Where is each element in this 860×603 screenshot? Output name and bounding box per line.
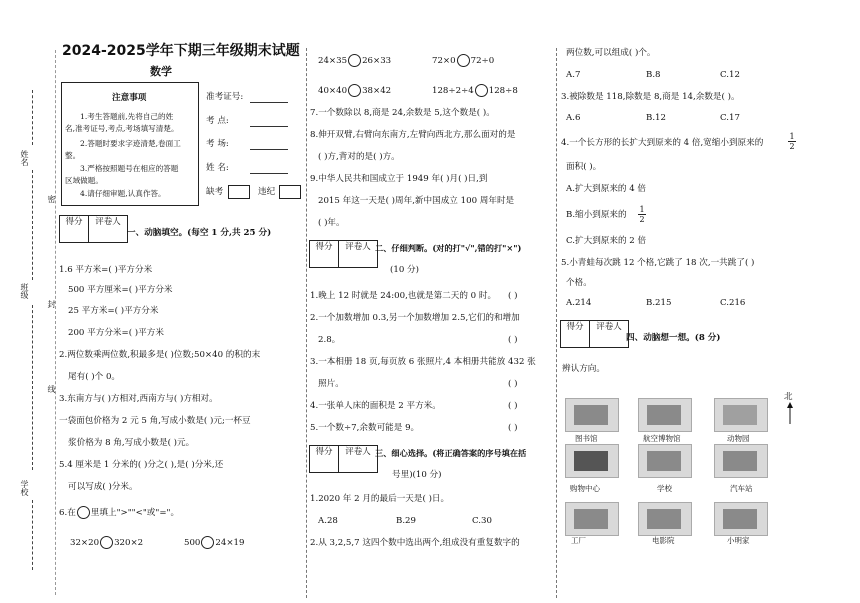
- compare-circle[interactable]: [201, 536, 214, 549]
- exam-room-field[interactable]: [250, 149, 288, 150]
- grader-label: 评卷人: [345, 242, 371, 252]
- question-line: 8.伸开双臂,右臂向东南方,左臂向西北方,那么面对的是: [310, 130, 516, 140]
- choice-question: 1.2020 年 2 月的最后一天是( )日。: [310, 494, 450, 504]
- column-divider: [556, 48, 557, 598]
- place-label: 购物中心: [570, 484, 600, 493]
- question-line: ( )年。: [318, 218, 345, 228]
- choice-option[interactable]: C.12: [720, 70, 740, 80]
- place-label: 动物园: [727, 434, 750, 443]
- notice-item: 名,准考证号,考点,考场填写清楚。: [65, 124, 179, 133]
- place-label: 学校: [657, 484, 672, 493]
- compare-right: 72÷0: [470, 56, 495, 66]
- question-line: 面积( )。: [566, 162, 602, 172]
- judge-line: 4.一张单人床的面积是 2 平方米。: [310, 401, 441, 411]
- compare-left: 72×0: [432, 56, 456, 66]
- student-name-label: 姓 名:: [206, 163, 229, 173]
- question-line: [59, 506, 179, 519]
- question-line: 可以写成( )分米。: [68, 482, 138, 492]
- compare-circle[interactable]: [77, 506, 90, 519]
- school-image: [638, 444, 692, 478]
- compare-right: 38×42: [362, 86, 392, 96]
- section3-title: 三、细心选择。(将正确答案的序号填在括: [375, 448, 527, 458]
- question-line: ( )方,背对的是( )方。: [318, 152, 400, 162]
- violation-box[interactable]: [279, 185, 301, 199]
- question-line: 两位数,可以组成( )个。: [566, 48, 656, 58]
- binding-line-4: [32, 500, 33, 570]
- side-label-school: 学校: [20, 480, 29, 496]
- xiaoming-home-image: [714, 502, 768, 536]
- seal-line: [55, 50, 56, 595]
- score-label: 得分: [310, 241, 339, 267]
- violation-label: 违纪: [258, 187, 276, 197]
- q6-prefix: 6.在: [59, 508, 76, 518]
- compare-row: [432, 84, 518, 97]
- place-label: 航空博物馆: [643, 434, 681, 443]
- grader-label: 评卷人: [596, 322, 622, 332]
- choice-option[interactable]: A.214: [566, 298, 592, 308]
- side-label-mi: 密: [47, 195, 56, 203]
- exam-room-label: 考 场:: [206, 139, 229, 149]
- compare-right: 128÷8: [488, 86, 518, 96]
- notice-title: 注意事项: [112, 93, 147, 103]
- choice-question: 2.从 3,2,5,7 这四个数中选出两个,组成没有重复数字的: [310, 538, 520, 548]
- judge-line: 2.一个加数增加 0.3,另一个加数增加 2.5,它们的和增加: [310, 313, 520, 323]
- side-label-feng: 封: [47, 300, 56, 308]
- fraction-numerator: 1: [789, 132, 795, 141]
- section1-title: 一、动脑填空。(每空 1 分,共 25 分): [127, 228, 272, 238]
- section1-score-box: [59, 215, 128, 243]
- zoo-image: [714, 398, 768, 432]
- compare-right: 26×33: [362, 56, 392, 66]
- notice-item: 3.严格按照题号在相应的答题: [80, 164, 179, 173]
- judge-line: 3.一本相册 18 页,每页放 6 张照片,4 本相册共能放 432 张: [310, 357, 536, 367]
- compare-row: [184, 536, 244, 549]
- question-line: 一袋面包价格为 2 元 5 角,写成小数是( )元;一杯豆: [59, 416, 251, 426]
- exam-site-label: 考 点:: [206, 116, 229, 126]
- fraction-half: [788, 132, 796, 151]
- library-image: [565, 398, 619, 432]
- grader-label: 评卷人: [95, 217, 121, 227]
- choice-option[interactable]: A.7: [566, 70, 581, 80]
- direction-prompt: 辨认方向。: [562, 364, 605, 374]
- aviation-museum-image: [638, 398, 692, 432]
- choice-question: 3.被除数是 118,除数是 8,商是 14,余数是( )。: [561, 92, 740, 102]
- question-line: 2015 年这一天是( )周年,新中国成立 100 周年时是: [318, 196, 515, 206]
- choice-option[interactable]: A.扩大到原来的 4 倍: [566, 184, 647, 194]
- section4-score-box: [560, 320, 629, 348]
- notice-item: 2.答题时要求字迹清楚,卷面工: [80, 139, 181, 148]
- question-line: 200 平方分米=( )平方米: [68, 328, 164, 338]
- absent-box[interactable]: [228, 185, 250, 199]
- notice-item: 区域做题。: [65, 176, 103, 185]
- binding-line-2: [32, 170, 33, 280]
- compare-right: 24×19: [215, 538, 245, 548]
- fraction-numerator: 1: [639, 205, 645, 214]
- score-label: 得分: [60, 216, 89, 242]
- student-name-field[interactable]: [250, 173, 288, 174]
- cinema-image: [638, 502, 692, 536]
- compare-left: 32×20: [70, 538, 100, 548]
- choice-option[interactable]: B.缩小到原来的: [566, 210, 627, 220]
- place-label: 图书馆: [575, 434, 598, 443]
- choice-option[interactable]: B.29: [396, 516, 416, 526]
- judge-paren[interactable]: ( ): [508, 379, 518, 389]
- q6-suffix: 里填上">""<"或"="。: [90, 508, 180, 518]
- section3-score-box: [309, 445, 378, 473]
- judge-paren[interactable]: ( ): [508, 401, 518, 411]
- question-line: 1.6 平方米=( )平方分米: [59, 265, 153, 275]
- subject: 数学: [150, 65, 172, 78]
- exam-id-label: 准考证号:: [206, 92, 244, 102]
- compare-row: [318, 84, 391, 97]
- score-label: 得分: [310, 446, 339, 472]
- place-label: 工厂: [571, 536, 586, 545]
- judge-paren[interactable]: ( ): [508, 335, 518, 345]
- section4-title: 四、动脑想一想。(8 分): [626, 333, 721, 343]
- question-line: 7.一个数除以 8,商是 24,余数是 5,这个数是( )。: [310, 108, 495, 118]
- exam-site-field[interactable]: [250, 126, 288, 127]
- choice-question: 4.一个长方形的长扩大到原来的 4 倍,宽缩小到原来的: [561, 138, 764, 148]
- exam-title: 2024-2025学年下期三年级期末试题: [62, 43, 300, 59]
- question-line: 3.东南方与( )方相对,西南方与( )方相对。: [59, 394, 218, 404]
- choice-option[interactable]: C.216: [720, 298, 746, 308]
- notice-item: 1.考生答题前,先将自己的姓: [80, 112, 174, 121]
- shopping-center-image: [565, 444, 619, 478]
- side-label-class: 班级: [20, 283, 29, 299]
- north-label: 北: [784, 392, 793, 402]
- question-line: 尾有( )个 0。: [68, 372, 121, 382]
- compare-left: 40×40: [318, 86, 348, 96]
- bus-station-image: [714, 444, 768, 478]
- compare-circle[interactable]: [348, 54, 361, 67]
- choice-option[interactable]: C.30: [472, 516, 492, 526]
- grader-label: 评卷人: [345, 447, 371, 457]
- question-line: 个格。: [566, 278, 592, 288]
- compare-row: [70, 536, 143, 549]
- north-arrow-icon: [787, 402, 793, 428]
- section2-points: (10 分): [390, 265, 419, 275]
- compare-left: 128÷2÷4: [432, 86, 474, 96]
- factory-image: [565, 502, 619, 536]
- side-label-xian: 线: [47, 385, 56, 393]
- compare-circle[interactable]: [475, 84, 488, 97]
- binding-line-3: [32, 305, 33, 470]
- binding-line-1: [32, 90, 33, 145]
- notice-item: 4.请仔细审题,认真作答。: [80, 189, 166, 198]
- compare-circle[interactable]: [348, 84, 361, 97]
- judge-line: 5.一个数÷7,余数可能是 9。: [310, 423, 420, 433]
- section2-title: 二、仔细判断。(对的打"√",错的打"×"): [375, 243, 522, 253]
- judge-line: 1.晚上 12 时就是 24:00,也就是第二天的 0 时。: [310, 291, 497, 301]
- choice-option[interactable]: A.28: [318, 516, 338, 526]
- choice-option[interactable]: B.8: [646, 70, 661, 80]
- fraction-denominator: 2: [639, 215, 645, 224]
- judge-line: 2.8。: [318, 335, 341, 345]
- choice-option[interactable]: B.215: [646, 298, 672, 308]
- choice-question: 5.小青蛙每次跳 12 个格,它跳了 18 次,一共跳了( ): [561, 258, 755, 268]
- question-line: 2.两位数乘两位数,积最多是( )位数;50×40 的积的末: [59, 350, 261, 360]
- place-label: 汽车站: [730, 484, 753, 493]
- question-line: 9.中华人民共和国成立于 1949 年( )月( )日,到: [310, 174, 488, 184]
- section3-subtitle: 号里)(10 分): [392, 470, 442, 480]
- choice-option[interactable]: C.扩大到原来的 2 倍: [566, 236, 647, 246]
- place-label: 小明家: [727, 536, 750, 545]
- notice-item: 整。: [65, 151, 81, 160]
- compare-left: 500: [184, 538, 201, 548]
- exam-id-field[interactable]: [250, 102, 288, 103]
- judge-paren[interactable]: ( ): [508, 291, 518, 301]
- choice-option[interactable]: A.6: [566, 113, 581, 123]
- question-line: 25 平方米=( )平方分米: [68, 306, 159, 316]
- judge-line: 照片。: [318, 379, 344, 389]
- compare-row: [432, 54, 494, 67]
- score-label: 得分: [561, 321, 590, 347]
- compare-right: 320×2: [114, 538, 144, 548]
- absent-label: 缺考: [206, 187, 224, 197]
- fraction-denominator: 2: [789, 142, 795, 151]
- place-label: 电影院: [652, 536, 675, 545]
- choice-option[interactable]: C.17: [720, 113, 740, 123]
- question-line: 浆价格为 8 角,写成小数是( )元。: [68, 438, 195, 448]
- compare-left: 24×35: [318, 56, 348, 66]
- fraction-half: [638, 205, 646, 224]
- question-line: 500 平方厘米=( )平方分米: [68, 285, 173, 295]
- compare-circle[interactable]: [457, 54, 470, 67]
- compare-row: [318, 54, 391, 67]
- compare-circle[interactable]: [100, 536, 113, 549]
- side-label-name: 姓名: [20, 150, 29, 166]
- judge-paren[interactable]: ( ): [508, 423, 518, 433]
- section2-score-box: [309, 240, 378, 268]
- question-line: 5.4 厘米是 1 分米的( )分之( ),是( )分米,还: [59, 460, 224, 470]
- column-divider: [306, 48, 307, 598]
- choice-option[interactable]: B.12: [646, 113, 666, 123]
